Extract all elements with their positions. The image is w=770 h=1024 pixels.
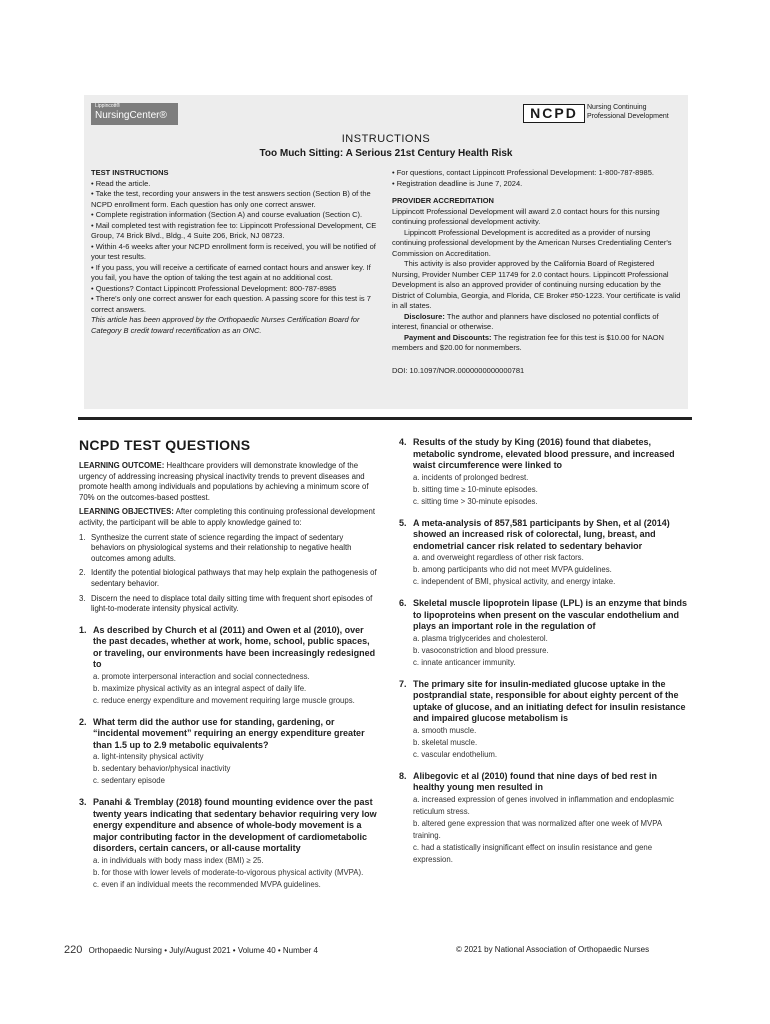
payment-text: The registration fee for this test is $10.00 for NAON members and $20.00 for nonmembers.	[392, 332, 664, 352]
instructions-title: INSTRUCTIONS	[341, 133, 431, 145]
question-number: 1.	[79, 624, 87, 635]
answer-option: b. for those with lower levels of moderate-to-vigorous physical activity (MVPA).	[93, 867, 364, 877]
contact-bullet: • For questions, contact Lippincott Professional Development: 1-800-787-8985.	[392, 168, 654, 177]
objective-text: Discern the need to displace total daily sitting time with frequent short episodes of light-to-moderate intensity physical activity.	[91, 593, 373, 614]
answer-option: a. light-intensity physical activity	[93, 752, 204, 762]
journal-citation: Orthopaedic Nursing • July/August 2021 • Volume 40 • Number 4	[88, 946, 319, 955]
objective-item	[79, 594, 379, 615]
learning-outcome	[79, 461, 379, 503]
instruction-bullet: • Complete registration information (Section A) and course evaluation (Section C).	[91, 210, 363, 219]
ncpd-badge-caption	[587, 103, 669, 121]
question-7	[399, 679, 691, 761]
answer-option: b. sedentary behavior/physical inactivity	[93, 764, 231, 774]
answer-option: b. among participants who did not meet MVPA guidelines.	[413, 565, 612, 574]
answer-option: c. sitting time > 30-minute episodes.	[413, 496, 538, 506]
provider-column	[392, 168, 682, 376]
question-2	[79, 717, 379, 788]
question-1	[79, 625, 379, 707]
answer-option: a. in individuals with body mass index (BMI) ≥ 25.	[93, 855, 264, 865]
answer-option: b. vasoconstriction and blood pressure.	[413, 645, 549, 655]
footer-journal-info	[64, 944, 318, 956]
answer-option: b. altered gene expression that was normalized after one week of MVPA training.	[413, 818, 662, 840]
section-divider	[78, 417, 692, 420]
instruction-bullet: • Questions? Contact Lippincott Professional Development: 800-787-8985	[91, 283, 337, 293]
answer-option: a. plasma triglycerides and cholesterol.	[413, 633, 548, 643]
disclosure-text: The author and planners have disclosed no potential conflicts of interest, financial or otherwise.	[392, 311, 659, 331]
questions-heading: NCPD TEST QUESTIONS	[79, 437, 251, 453]
objective-number: 3.	[79, 593, 86, 603]
answer-option: c. reduce energy expenditure and movement requiring large muscle groups.	[93, 695, 355, 705]
answer-option: b. sitting time ≥ 10-minute episodes.	[413, 484, 538, 494]
disclosure-label: Disclosure:	[404, 311, 445, 321]
objectives-text: After completing this continuing professional development activity, the participant will be able to apply knowledge gained to:	[79, 507, 375, 527]
question-number: 8.	[399, 770, 407, 781]
test-instructions-column	[91, 168, 381, 336]
question-3	[79, 797, 379, 891]
answer-option: a. incidents of prolonged bedrest.	[413, 472, 529, 482]
question-number: 2.	[79, 716, 87, 727]
answer-option: c. even if an individual meets the recommended MVPA guidelines.	[93, 879, 321, 889]
answer-option: a. increased expression of genes involved in inflammation and endoplasmic reticulum stress.	[413, 794, 674, 816]
deadline-bullet: • Registration deadline is June 7, 2024.	[392, 178, 523, 188]
ncpd-badge-label: NCPD	[530, 105, 578, 121]
instruction-bullet: • Mail completed test with registration fee to: Lippincott Professional Development, CE Group, 74 Brick Blvd., Bldg., 4 Suite 206, Brick, NJ 08723.	[91, 220, 377, 240]
objective-text: Identify the potential biological pathways that may help explain the pathogenesis of sedentary behavior.	[91, 568, 377, 588]
footer-copyright: © 2021 by National Association of Orthopaedic Nurses	[456, 945, 650, 954]
instructions-subtitle: Too Much Sitting: A Serious 21st Century Health Risk	[259, 148, 513, 159]
payment-label: Payment and Discounts:	[404, 332, 492, 342]
ncpd-badge	[523, 104, 585, 123]
instruction-bullet: • If you pass, you will receive a certificate of earned contact hours and answer key. If you fail, you have the option of taking the test again at no additional cost.	[91, 262, 371, 282]
objective-text: Synthesize the current state of science regarding the impact of sedentary behaviors on physiological systems and their relationship to negative health outcomes among adults.	[91, 532, 352, 563]
question-number: 3.	[79, 797, 87, 808]
question-number: 7.	[399, 678, 407, 689]
questions-right-column	[399, 437, 691, 866]
question-number: 6.	[399, 598, 407, 608]
doi: DOI: 10.1097/NOR.0000000000000781	[392, 365, 525, 375]
questions-left-column	[79, 461, 379, 891]
instruction-bullet: • There's only one correct answer for each question. A passing score for this test is 7 correct answers.	[91, 294, 371, 314]
answer-option: a. smooth muscle.	[413, 725, 477, 735]
question-6	[399, 598, 691, 669]
disclosure-paragraph	[392, 312, 682, 333]
question-text: The primary site for insulin-mediated glucose uptake in the postprandial state, responsible for about eighty percent of the uptake of glucose, and an initiating defect for insulin resistance and impaired glucose metabolism is	[413, 678, 686, 723]
ncpd-caption-line1: Nursing Continuing	[587, 104, 647, 111]
answer-option: c. had a statistically insignificant effect on insulin resistance and gene expression.	[413, 842, 653, 864]
provider-heading: PROVIDER ACCREDITATION	[392, 196, 494, 205]
provider-paragraph: This activity is also provider approved by the California Board of Registered Nursing, Provider Number CEP 11749 for 2.0 contact hours. Lippincott Professional Development is also an approved provider of continuing nursing education by the District of Columbia, Georgia, and Florida, CE Broker #50-1223. Your certificate is valid in all states.	[392, 259, 681, 310]
question-5	[399, 518, 691, 589]
answer-option: c. sedentary episode	[93, 776, 165, 786]
logo-small-text: Lippincott®	[95, 103, 121, 109]
objective-item	[79, 568, 379, 589]
answer-option: b. maximize physical activity as an integral aspect of daily life.	[93, 683, 307, 693]
answer-option: c. independent of BMI, physical activity, and energy intake.	[413, 577, 616, 586]
page-number: 220	[64, 944, 83, 956]
question-text: As described by Church et al (2011) and Owen et al (2010), over the past decades, whether at work, home, school, public spaces, or traveling, our environments have been increasingly redesigned to	[93, 624, 376, 670]
question-text: What term did the author use for standing, gardening, or “incidental movement” requiring an energy expenditure greater than 1.5 up to 2.9 metabolic equivalents?	[93, 716, 365, 750]
objective-number: 2.	[79, 568, 86, 578]
provider-paragraph: Lippincott Professional Development will award 2.0 contact hours for this nursing continuing professional development activity.	[392, 206, 660, 226]
provider-paragraph: Lippincott Professional Development is accredited as a provider of nursing continuing professional development by the American Nurses Credentialing Center's Commission on Accreditation.	[392, 227, 672, 258]
question-number: 4.	[399, 437, 407, 447]
answer-option: c. innate anticancer immunity.	[413, 657, 516, 667]
objective-number: 1.	[79, 532, 86, 542]
answer-option: a. promote interpersonal interaction and social connectedness.	[93, 671, 310, 681]
objective-item	[79, 533, 379, 565]
answer-option: b. skeletal muscle.	[413, 737, 478, 747]
outcome-label: LEARNING OUTCOME:	[79, 461, 165, 470]
outcome-text: Healthcare providers will demonstrate knowledge of the urgency of addressing increasing physical inactivity trends to prevent diseases and promote health among individuals and populations by achieving a minimum score of 70% on the outcomes-based posttest.	[79, 461, 369, 502]
instruction-bullet: • Within 4-6 weeks after your NCPD enrollment form is received, you will be notified of your test results.	[91, 241, 376, 261]
question-text: Results of the study by King (2016) found that diabetes, metabolic syndrome, elevated blood pressure, and increased waist circumference were linked to	[413, 437, 675, 470]
question-8	[399, 771, 691, 866]
approval-statement: This article has been approved by the Orthopaedic Nurses Certification Board for Category B credit toward recertification as an ONC.	[91, 315, 360, 335]
question-text: A meta-analysis of 857,581 participants by Shen, et al (2014) showed an increased risk of colorectal, lung, breast, and endometrial cancer risk related to sedentary behavior	[413, 517, 670, 551]
learning-objectives	[79, 507, 379, 528]
test-instructions-heading: TEST INSTRUCTIONS	[91, 168, 169, 177]
question-text: Panahi & Tremblay (2018) found mounting evidence over the past twenty years indicating that sedentary behavior requiring very low energy expenditure and absence of whole-body movement is a major contributing factor in the development of cardiometabolic disorders, certain cancers, or all-cause mortality	[93, 797, 377, 854]
question-text: Alibegovic et al (2010) found that nine days of bed rest in healthy young men resulted in	[413, 770, 658, 792]
question-number: 5.	[399, 517, 407, 528]
instruction-bullet: • Read the article.	[91, 178, 151, 188]
ncpd-caption-line2: Professional Development	[587, 113, 669, 120]
answer-option: c. vascular endothelium.	[413, 749, 498, 759]
nursingcenter-logo	[91, 103, 178, 125]
question-text: Skeletal muscle lipoprotein lipase (LPL) is an enzyme that binds to lipoproteins when present on the vascular endothelium and plays an important role in the regulation of	[413, 598, 688, 631]
instruction-bullet: • Take the test, recording your answers in the test answers section (Section B) of the NCPD enrollment form. Each question has only one correct answer.	[91, 189, 371, 209]
answer-option: a. and overweight regardless of other risk factors.	[413, 553, 584, 562]
question-4	[399, 437, 691, 508]
logo-big-text: NursingCenter®	[95, 110, 167, 121]
payment-paragraph	[392, 333, 682, 354]
objectives-label: LEARNING OBJECTIVES:	[79, 507, 174, 517]
